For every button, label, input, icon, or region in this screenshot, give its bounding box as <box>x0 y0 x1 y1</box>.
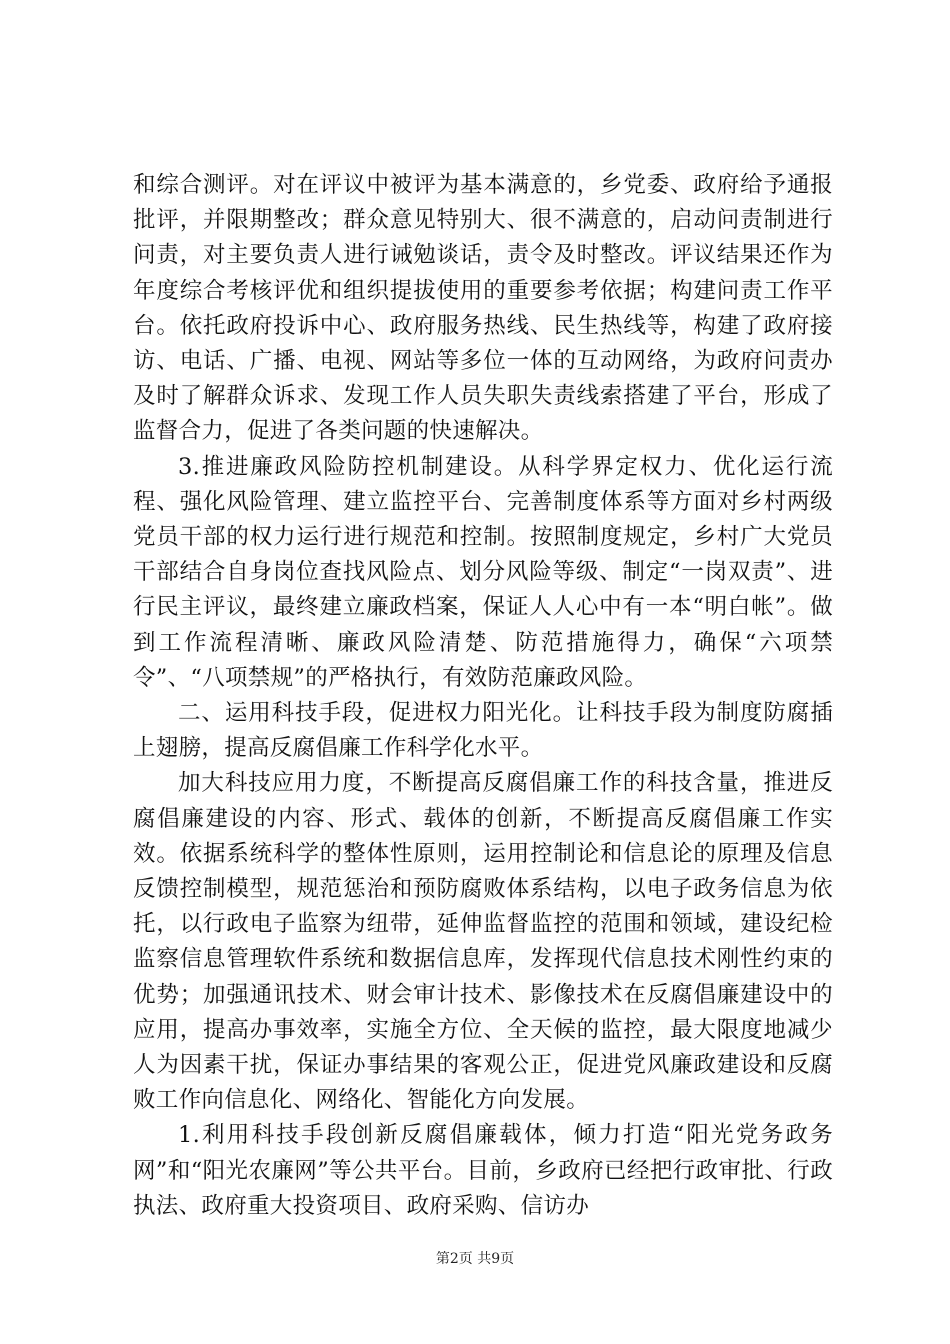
paragraph-5: 1.利用科技手段创新反腐倡廉载体，倾力打造“阳光党务政务网”和“阳光农廉网”等公共平台。目前，乡政府已经把行政审批、行政执法、政府重大投资项目、政府采购、信访办 <box>133 1122 833 1219</box>
paragraph-2: 3.推进廉政风险防控机制建设。从科学界定权力、优化运行流程、强化风险管理、建立监控平台、完善制度体系等方面对乡村两级党员干部的权力运行进行规范和控制。按照制度规定，乡村广大党员干部结合自身岗位查找风险点、划分风险等级、制定“一岗双责”、进行民主评议，最终建立廉政档案，保证人人心中有一本“明白帐”。做到工作流程清晰、廉政风险清楚、防范措施得力，确保“六项禁令”、“八项禁规”的严格执行，有效防范廉政风险。 <box>133 453 833 691</box>
page-footer <box>0 1249 950 1269</box>
page-number-label: 第2页 共9页 <box>435 1251 515 1267</box>
paragraph-1: 和综合测评。对在评议中被评为基本满意的，乡党委、政府给予通报批评，并限期整改；群众意见特别大、很不满意的，启动问责制进行问责，对主要负责人进行诫勉谈话，责令及时整改。评议结果还作为年度综合考核评优和组织提拔使用的重要参考依据；构建问责工作平台。依托政府投诉中心、政府服务热线、民生热线等，构建了政府接访、电话、广播、电视、网站等多位一体的互动网络，为政府问责办及时了解群众诉求、发现工作人员失职失责线索搭建了平台，形成了监督合力，促进了各类问题的快速解决。 <box>133 172 833 445</box>
paragraph-3: 二、运用科技手段，促进权力阳光化。让科技手段为制度防腐插上翅膀，提高反腐倡廉工作科学化水平。 <box>133 700 833 762</box>
paragraph-4: 加大科技应用力度，不断提高反腐倡廉工作的科技含量，推进反腐倡廉建设的内容、形式、载体的创新，不断提高反腐倡廉工作实效。依据系统科学的整体性原则，运用控制论和信息论的原理及信息反馈控制模型，规范惩治和预防腐败体系结构，以电子政务信息为依托，以行政电子监察为纽带，延伸监督监控的范围和领域，建设纪检监察信息管理软件系统和数据信息库，发挥现代信息技术刚性约束的优势；加强通讯技术、财会审计技术、影像技术在反腐倡廉建设中的应用，提高办事效率，实施全方位、全天候的监控，最大限度地减少人为因素干扰，保证办事结果的客观公正，促进党风廉政建设和反腐败工作向信息化、网络化、智能化方向发展。 <box>133 770 833 1114</box>
document-body <box>133 168 833 1224</box>
